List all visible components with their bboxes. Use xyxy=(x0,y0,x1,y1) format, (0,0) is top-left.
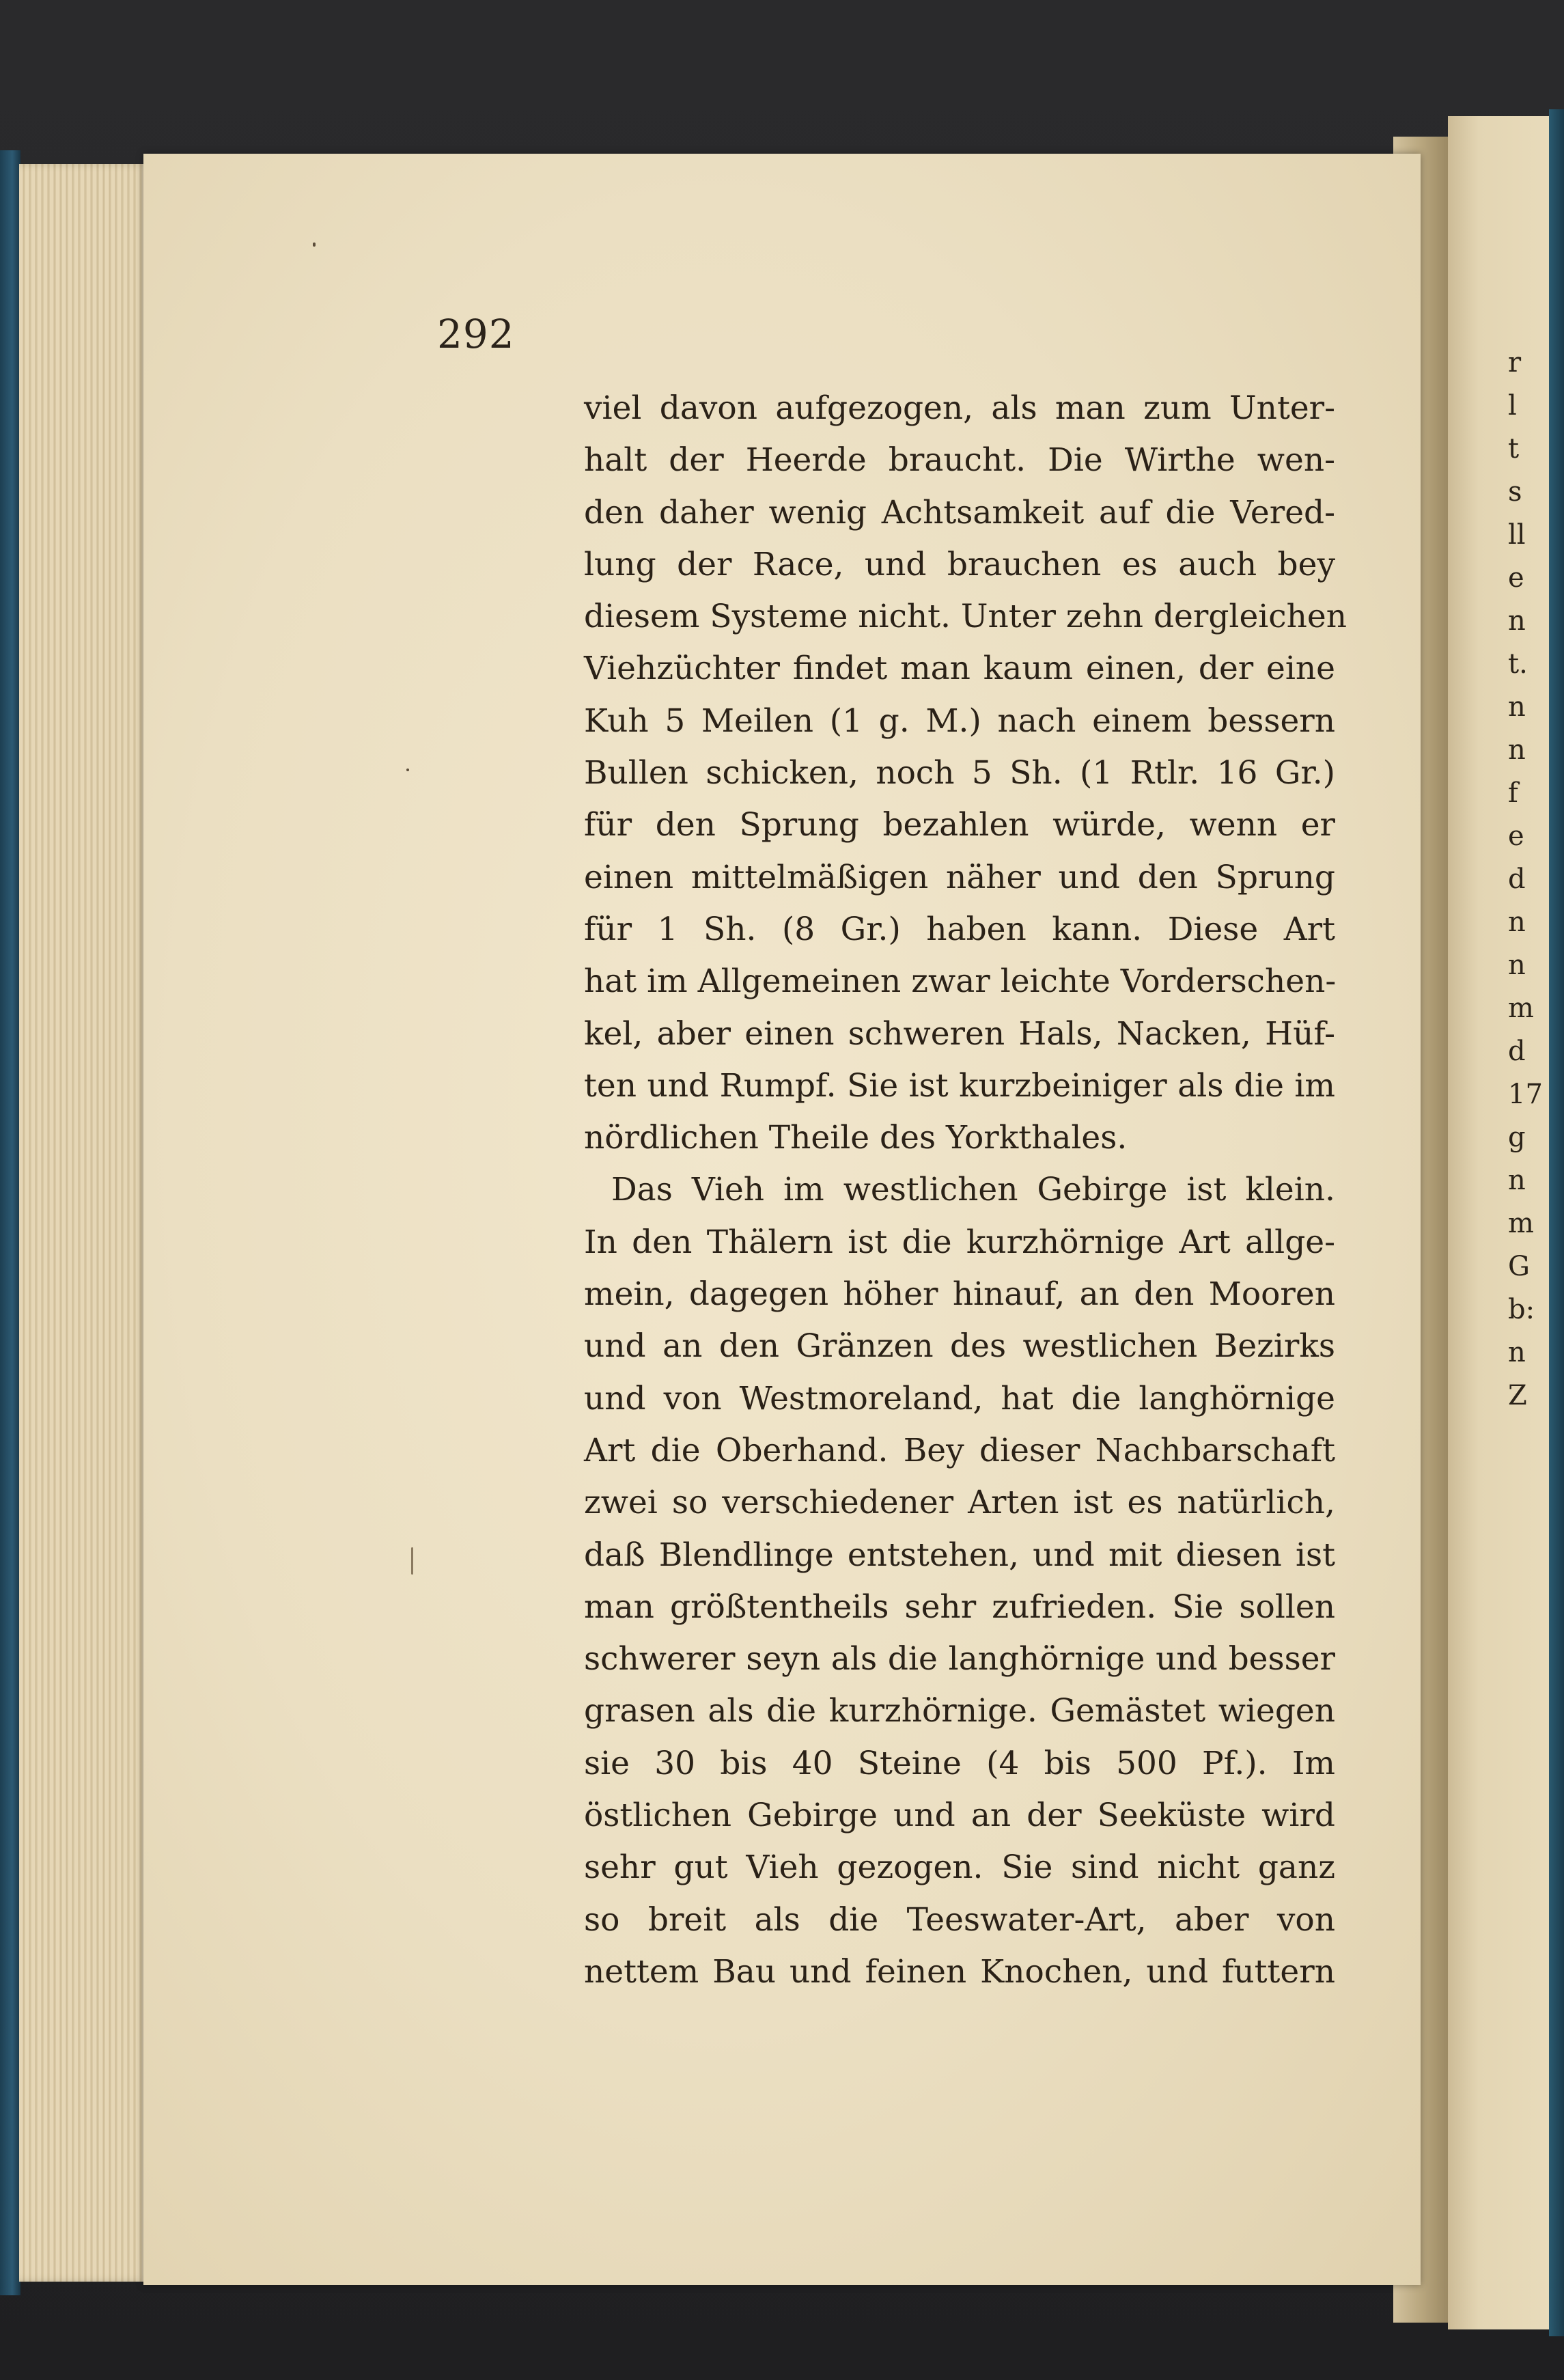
text-line: Kuh 5 Meilen (1 g. M.) nach einem bessern xyxy=(584,702,1335,740)
fragment: ll xyxy=(1508,519,1526,551)
text-line: man größtentheils sehr zufrieden. Sie sollen xyxy=(584,1588,1335,1626)
fragment: n xyxy=(1508,734,1526,766)
fragment: e xyxy=(1508,820,1524,852)
text-line: viel davon aufgezogen, als man zum Unter- xyxy=(584,389,1335,427)
fragment: e xyxy=(1508,562,1524,594)
page-edges-left xyxy=(19,164,149,2282)
paper-speck xyxy=(313,243,316,247)
fragment: G xyxy=(1508,1251,1530,1282)
fragment: m xyxy=(1508,1208,1534,1239)
fragment: Z xyxy=(1508,1380,1527,1411)
text-line: nettem Bau und feinen Knochen, und futtern xyxy=(584,1952,1335,1991)
fragment: n xyxy=(1508,691,1526,723)
fragment: t xyxy=(1508,433,1520,465)
book-cover-left xyxy=(0,150,20,2295)
text-line: diesem Systeme nicht. Unter zehn dergleichen xyxy=(584,598,1347,636)
fragment: b: xyxy=(1508,1294,1535,1325)
fragment: r xyxy=(1508,347,1522,378)
fragment: n xyxy=(1508,1337,1526,1368)
text-line: Bullen schicken, noch 5 Sh. (1 Rtlr. 16 Gr.) xyxy=(584,754,1335,792)
fragment: f xyxy=(1508,777,1518,809)
fragment: d xyxy=(1508,1036,1526,1067)
text-line: für 1 Sh. (8 Gr.) haben kann. Diese Art xyxy=(584,910,1335,948)
fragment: m xyxy=(1508,993,1534,1024)
text-line: und von Westmoreland, hat die langhörnige xyxy=(584,1379,1335,1417)
fragment: 17 xyxy=(1508,1079,1543,1110)
page-number: 292 xyxy=(437,311,515,357)
text-line: so breit als die Teeswater-Art, aber von xyxy=(584,1900,1335,1939)
paper-mark xyxy=(411,1547,413,1575)
fragment: n xyxy=(1508,950,1526,981)
text-line: ten und Rumpf. Sie ist kurzbeiniger als die im xyxy=(584,1066,1335,1105)
body-text xyxy=(584,383,1347,1998)
text-line: für den Sprung bezahlen würde, wenn er xyxy=(584,806,1335,844)
text-line: mein, dagegen höher hinauf, an den Mooren xyxy=(584,1275,1335,1314)
fragment: n xyxy=(1508,1165,1526,1196)
fragment: n xyxy=(1508,907,1526,938)
fragment: g xyxy=(1508,1122,1526,1153)
text-line: halt der Heerde braucht. Die Wirthe wen- xyxy=(584,441,1335,480)
fragment: s xyxy=(1508,476,1522,508)
text-line: Art die Oberhand. Bey dieser Nachbarschaft xyxy=(584,1431,1335,1469)
fragment: t. xyxy=(1508,648,1528,680)
text-line: sehr gut Vieh gezogen. Sie sind nicht ganz xyxy=(584,1849,1335,1887)
text-line: zwei so verschiedener Arten ist es natürlich, xyxy=(584,1484,1335,1522)
fragment: l xyxy=(1508,390,1517,421)
fragment: d xyxy=(1508,863,1526,895)
text-line: hat im Allgemeinen zwar leichte Vorderschen- xyxy=(584,963,1337,1001)
text-line: einen mittelmäßigen näher und den Sprung xyxy=(584,858,1335,896)
text-line: nördlichen Theile des Yorkthales. xyxy=(584,1119,1128,1157)
paper-speck xyxy=(406,769,409,771)
text-line: und an den Gränzen des westlichen Bezirks xyxy=(584,1327,1335,1366)
facing-page-fragments xyxy=(1508,342,1556,1417)
text-line: daß Blendlinge entstehen, und mit diesen ist xyxy=(584,1536,1335,1574)
text-line: schwerer seyn als die langhörnige und besser xyxy=(584,1640,1335,1678)
text-line: grasen als die kurzhörnige. Gemästet wiegen xyxy=(584,1692,1335,1730)
text-line: östlichen Gebirge und an der Seeküste wird xyxy=(584,1797,1335,1835)
text-line: kel, aber einen schweren Hals, Nacken, Hüf- xyxy=(584,1014,1335,1053)
text-line: Viehzüchter findet man kaum einen, der eine xyxy=(584,650,1335,688)
fragment: n xyxy=(1508,605,1526,637)
text-line: sie 30 bis 40 Steine (4 bis 500 Pf.). Im xyxy=(584,1744,1335,1782)
text-line: den daher wenig Achtsamkeit auf die Vered- xyxy=(584,493,1335,531)
text-line: In den Thälern ist die kurzhörnige Art allge- xyxy=(584,1223,1335,1261)
text-line: Das Vieh im westlichen Gebirge ist klein. xyxy=(611,1171,1335,1209)
text-line: lung der Race, und brauchen es auch bey xyxy=(584,545,1335,583)
